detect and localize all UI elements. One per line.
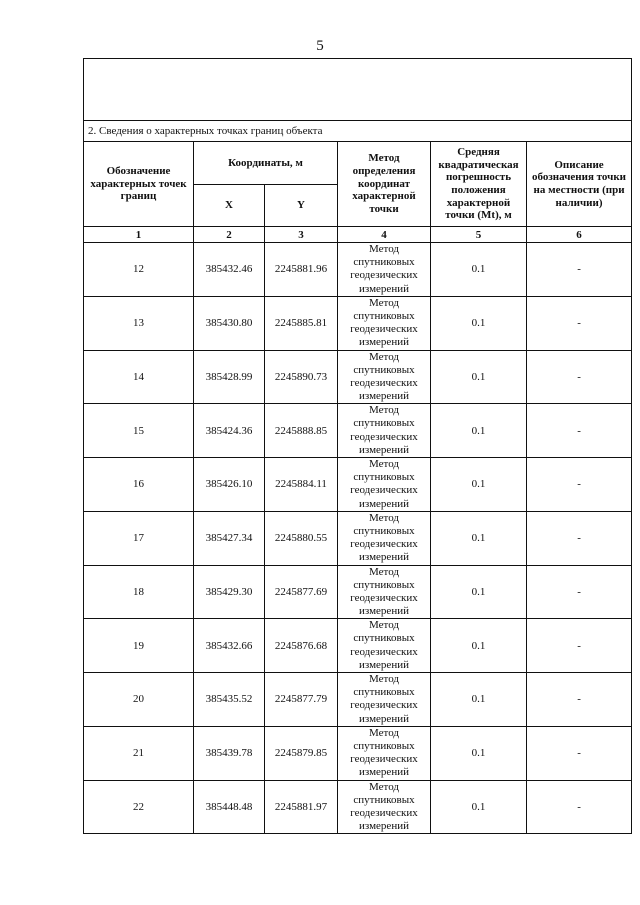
x-cell: 385439.78	[194, 726, 265, 780]
method-cell: Метод спутниковых геодезических измерений	[338, 458, 431, 512]
y-cell: 2245879.85	[265, 726, 338, 780]
description-cell: -	[527, 511, 632, 565]
description-cell: -	[527, 243, 632, 297]
header-coordinates: Координаты, м	[194, 142, 338, 185]
column-number: 4	[338, 227, 431, 243]
description-cell: -	[527, 350, 632, 404]
table-row	[84, 404, 632, 458]
method-cell: Метод спутниковых геодезических измерений	[338, 619, 431, 673]
accuracy-cell: 0.1	[431, 458, 527, 512]
table-row	[84, 243, 632, 297]
table-row	[84, 511, 632, 565]
x-cell: 385430.80	[194, 296, 265, 350]
point-cell: 16	[84, 458, 194, 512]
section-title: 2. Сведения о характерных точках границ объекта	[84, 121, 632, 142]
description-cell: -	[527, 673, 632, 727]
y-cell: 2245890.73	[265, 350, 338, 404]
point-cell: 13	[84, 296, 194, 350]
column-number: 2	[194, 227, 265, 243]
header-method: Метод определения координат характерной точки	[338, 142, 431, 227]
boundary-points-table	[83, 58, 632, 834]
section-title-row	[84, 121, 632, 142]
header-y: Y	[265, 185, 338, 227]
x-cell: 385429.30	[194, 565, 265, 619]
x-cell: 385424.36	[194, 404, 265, 458]
accuracy-cell: 0.1	[431, 404, 527, 458]
point-cell: 17	[84, 511, 194, 565]
accuracy-cell: 0.1	[431, 780, 527, 834]
y-cell: 2245888.85	[265, 404, 338, 458]
point-cell: 20	[84, 673, 194, 727]
accuracy-cell: 0.1	[431, 350, 527, 404]
x-cell: 385448.48	[194, 780, 265, 834]
table-row	[84, 780, 632, 834]
table-row	[84, 565, 632, 619]
column-number-row	[84, 227, 632, 243]
method-cell: Метод спутниковых геодезических измерений	[338, 243, 431, 297]
table-row	[84, 726, 632, 780]
column-number: 3	[265, 227, 338, 243]
method-cell: Метод спутниковых геодезических измерений	[338, 350, 431, 404]
x-cell: 385428.99	[194, 350, 265, 404]
table-row	[84, 296, 632, 350]
accuracy-cell: 0.1	[431, 673, 527, 727]
accuracy-cell: 0.1	[431, 511, 527, 565]
blank-header-row	[84, 59, 632, 121]
description-cell: -	[527, 404, 632, 458]
column-number: 1	[84, 227, 194, 243]
description-cell: -	[527, 780, 632, 834]
column-number: 6	[527, 227, 632, 243]
method-cell: Метод спутниковых геодезических измерений	[338, 404, 431, 458]
y-cell: 2245881.96	[265, 243, 338, 297]
method-cell: Метод спутниковых геодезических измерений	[338, 780, 431, 834]
table-row	[84, 673, 632, 727]
table-row	[84, 350, 632, 404]
table-row	[84, 458, 632, 512]
point-cell: 14	[84, 350, 194, 404]
description-cell: -	[527, 565, 632, 619]
description-cell: -	[527, 726, 632, 780]
method-cell: Метод спутниковых геодезических измерений	[338, 565, 431, 619]
accuracy-cell: 0.1	[431, 619, 527, 673]
accuracy-cell: 0.1	[431, 243, 527, 297]
accuracy-cell: 0.1	[431, 726, 527, 780]
x-cell: 385432.46	[194, 243, 265, 297]
y-cell: 2245881.97	[265, 780, 338, 834]
point-cell: 22	[84, 780, 194, 834]
method-cell: Метод спутниковых геодезических измерений	[338, 296, 431, 350]
header-accuracy: Средняя квадратическая погрешность положения характерной точки (Mt), м	[431, 142, 527, 227]
point-cell: 21	[84, 726, 194, 780]
x-cell: 385435.52	[194, 673, 265, 727]
y-cell: 2245876.68	[265, 619, 338, 673]
point-cell: 18	[84, 565, 194, 619]
method-cell: Метод спутниковых геодезических измерений	[338, 511, 431, 565]
x-cell: 385432.66	[194, 619, 265, 673]
y-cell: 2245877.69	[265, 565, 338, 619]
point-cell: 15	[84, 404, 194, 458]
page-number: 5	[316, 38, 324, 54]
description-cell: -	[527, 296, 632, 350]
y-cell: 2245885.81	[265, 296, 338, 350]
header-designation: Обозначение характерных точек границ	[84, 142, 194, 227]
description-cell: -	[527, 458, 632, 512]
method-cell: Метод спутниковых геодезических измерений	[338, 673, 431, 727]
accuracy-cell: 0.1	[431, 565, 527, 619]
description-cell: -	[527, 619, 632, 673]
x-cell: 385427.34	[194, 511, 265, 565]
method-cell: Метод спутниковых геодезических измерений	[338, 726, 431, 780]
y-cell: 2245880.55	[265, 511, 338, 565]
header-row-1	[84, 142, 632, 185]
point-cell: 12	[84, 243, 194, 297]
y-cell: 2245877.79	[265, 673, 338, 727]
table-row	[84, 619, 632, 673]
x-cell: 385426.10	[194, 458, 265, 512]
point-cell: 19	[84, 619, 194, 673]
header-description: Описание обозначения точки на местности (при наличии)	[527, 142, 632, 227]
y-cell: 2245884.11	[265, 458, 338, 512]
accuracy-cell: 0.1	[431, 296, 527, 350]
column-number: 5	[431, 227, 527, 243]
header-x: X	[194, 185, 265, 227]
